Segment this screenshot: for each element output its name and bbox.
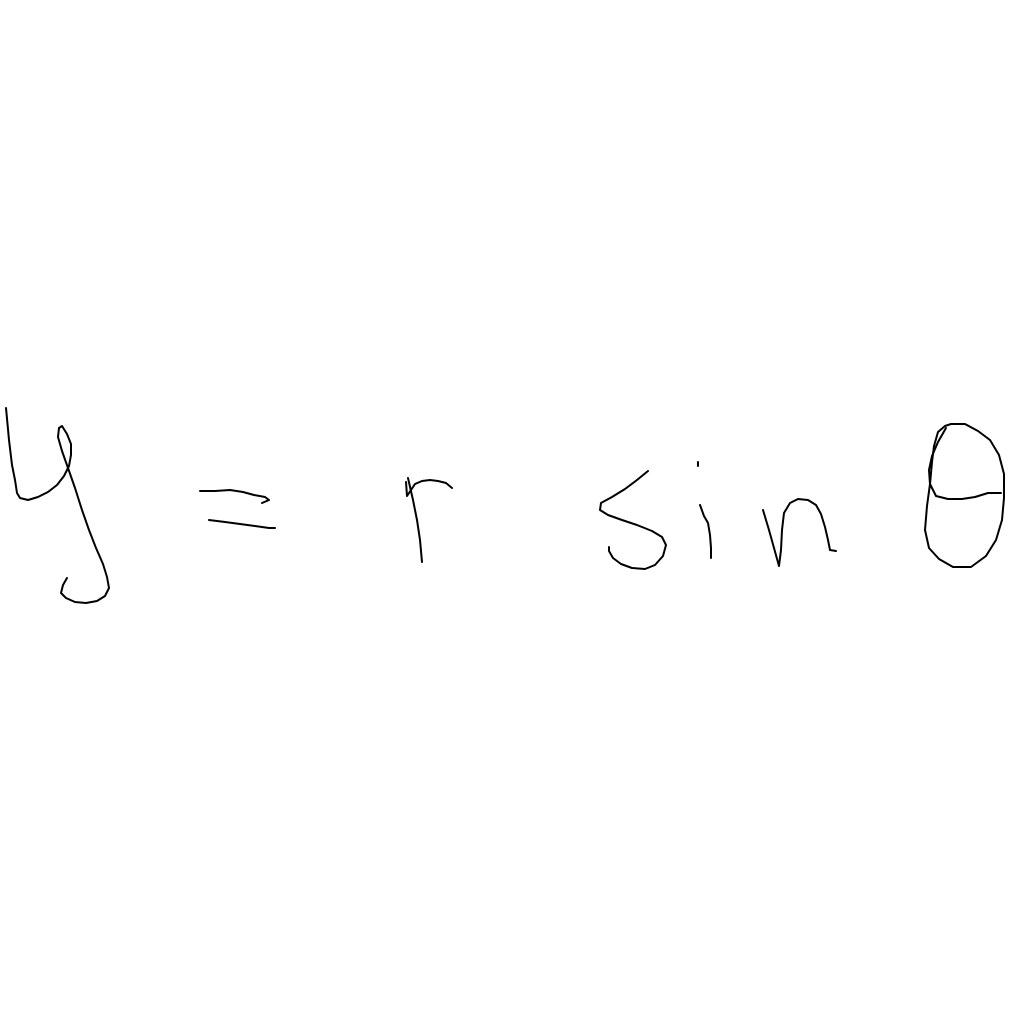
- stroke: [200, 490, 269, 503]
- stroke: [209, 520, 275, 528]
- symbol-r: [406, 478, 452, 562]
- stroke: [700, 505, 711, 558]
- symbol-s: [600, 471, 666, 569]
- symbol-i: [698, 462, 711, 558]
- stroke: [600, 471, 666, 569]
- symbol-theta: [925, 424, 1004, 567]
- stroke: [763, 499, 836, 566]
- stroke: [406, 480, 452, 496]
- stroke: [929, 428, 1001, 499]
- symbol-y: [6, 408, 109, 603]
- symbol-n: [763, 499, 836, 566]
- symbol-equals: [200, 490, 275, 528]
- stroke: [6, 408, 109, 603]
